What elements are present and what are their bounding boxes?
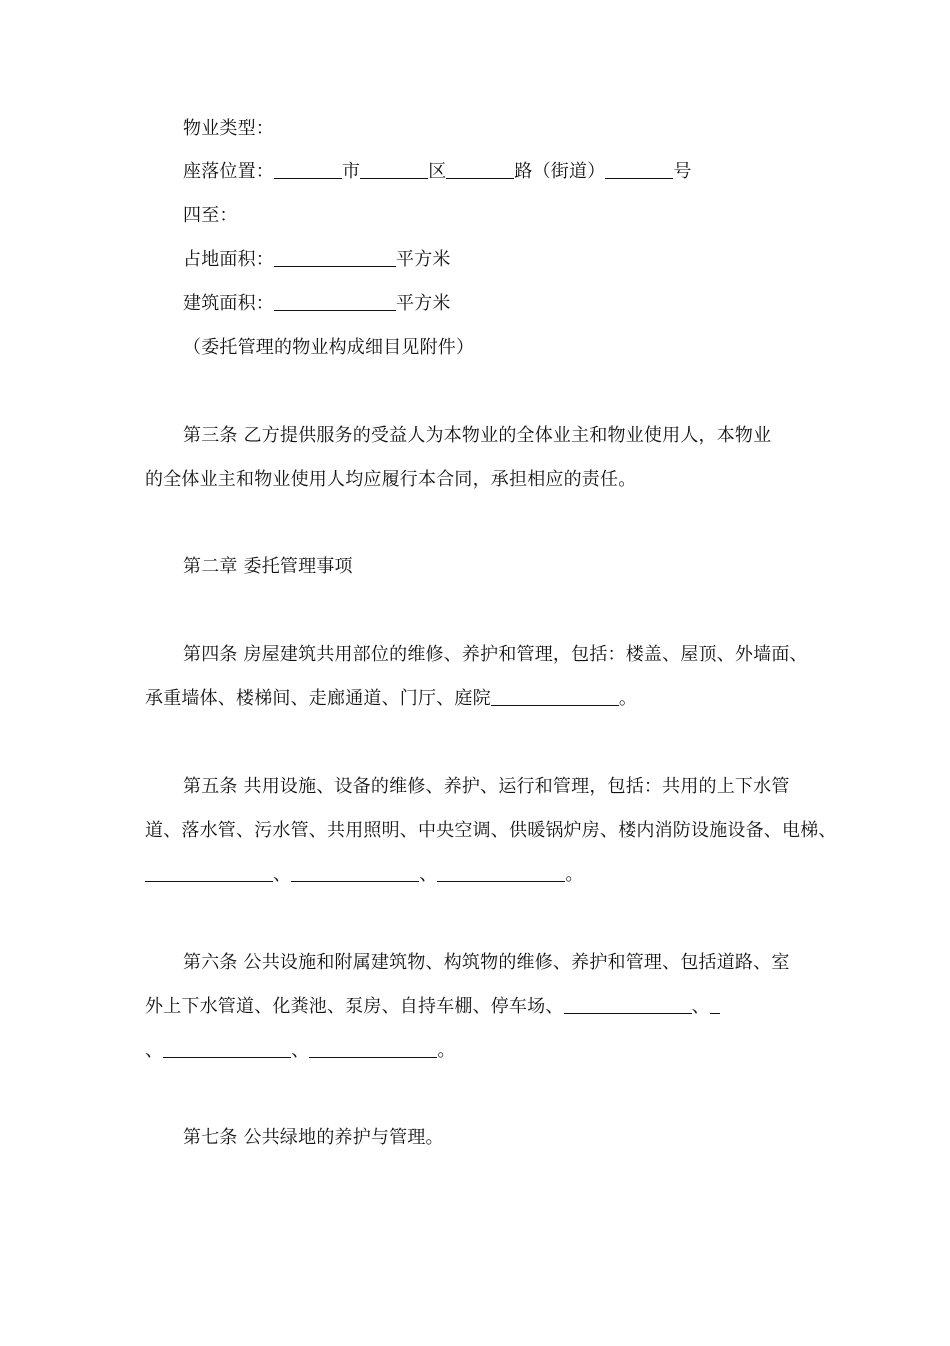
article5-blank-2[interactable]: [291, 863, 419, 882]
road-label: 路（街道）: [514, 161, 606, 182]
district-label: 区: [428, 161, 447, 182]
chapter2-title: 第二章 委托管理事项: [183, 556, 353, 577]
article6-line1: 第六条 公共设施和附属建筑物、构筑物的维修、养护和管理、包括道路、室: [183, 952, 790, 973]
city-label: 市: [342, 161, 361, 182]
article3-line1: 第三条 乙方提供服务的受益人为本物业的全体业主和物业使用人，本物业: [183, 425, 772, 446]
article5-line2: 道、落水管、污水管、共用照明、中央空调、供暖锅炉房、楼内消防设施设备、电梯、: [145, 820, 837, 841]
article6-blank-4[interactable]: [309, 1039, 437, 1058]
road-blank[interactable]: [446, 160, 514, 179]
building-area-blank[interactable]: [274, 292, 396, 311]
article5-blank-1[interactable]: [145, 863, 273, 882]
article4-line1: 第四条 房屋建筑共用部位的维修、养护和管理，包括：楼盖、屋顶、外墙面、: [183, 644, 808, 665]
boundaries-label: 四至：: [183, 205, 238, 226]
number-blank[interactable]: [605, 160, 673, 179]
article7-line1: 第七条 公共绿地的养护与管理。: [183, 1127, 444, 1148]
article5-sep-1: 、: [273, 864, 292, 885]
location-line: [183, 160, 692, 184]
article5-sep-2: 、: [419, 864, 438, 885]
article5-end: 。: [565, 864, 584, 885]
building-area-label: 建筑面积：: [183, 293, 274, 314]
number-label: 号: [673, 161, 692, 182]
land-area-blank[interactable]: [274, 248, 396, 267]
article6-blank-1[interactable]: [564, 995, 692, 1014]
location-label: 座落位置：: [183, 161, 274, 182]
article5-line1: 第五条 共用设施、设备的维修、养护、运行和管理，包括：共用的上下水管: [183, 776, 790, 797]
article4-blank[interactable]: [491, 687, 619, 706]
land-area-unit: 平方米: [396, 249, 451, 270]
property-type-line: [183, 117, 274, 141]
article6-sep-3: 、: [291, 1040, 310, 1061]
city-blank[interactable]: [274, 160, 342, 179]
building-area-unit: 平方米: [396, 293, 451, 314]
article6-sep-1: 、: [691, 996, 710, 1017]
district-blank[interactable]: [360, 160, 428, 179]
article6-end: 。: [437, 1040, 456, 1061]
article4-line2: [145, 687, 637, 711]
article6-blank-3[interactable]: [163, 1039, 291, 1058]
article5-line3: [145, 863, 584, 887]
boundaries-line: [183, 204, 238, 228]
article6-sep-2: 、: [145, 1040, 164, 1061]
article5-blank-3[interactable]: [437, 863, 565, 882]
article4-line2-text: 承重墙体、楼梯间、走廊通道、门厅、庭院: [145, 688, 491, 709]
article6-line3: [145, 1039, 456, 1063]
article4-end: 。: [618, 688, 638, 709]
building-area-line: [183, 292, 451, 316]
article6-blank-2[interactable]: [710, 995, 720, 1014]
property-type-label: 物业类型：: [183, 118, 274, 139]
article3-line2: 的全体业主和物业使用人均应履行本合同，承担相应的责任。: [145, 469, 637, 490]
appendix-note: （委托管理的物业构成细目见附件）: [183, 337, 475, 358]
article6-line2-text: 外上下水管道、化粪池、泵房、自持车棚、停车场、: [145, 996, 564, 1017]
land-area-label: 占地面积：: [183, 249, 274, 270]
article6-line2: [145, 995, 720, 1019]
land-area-line: [183, 248, 451, 272]
